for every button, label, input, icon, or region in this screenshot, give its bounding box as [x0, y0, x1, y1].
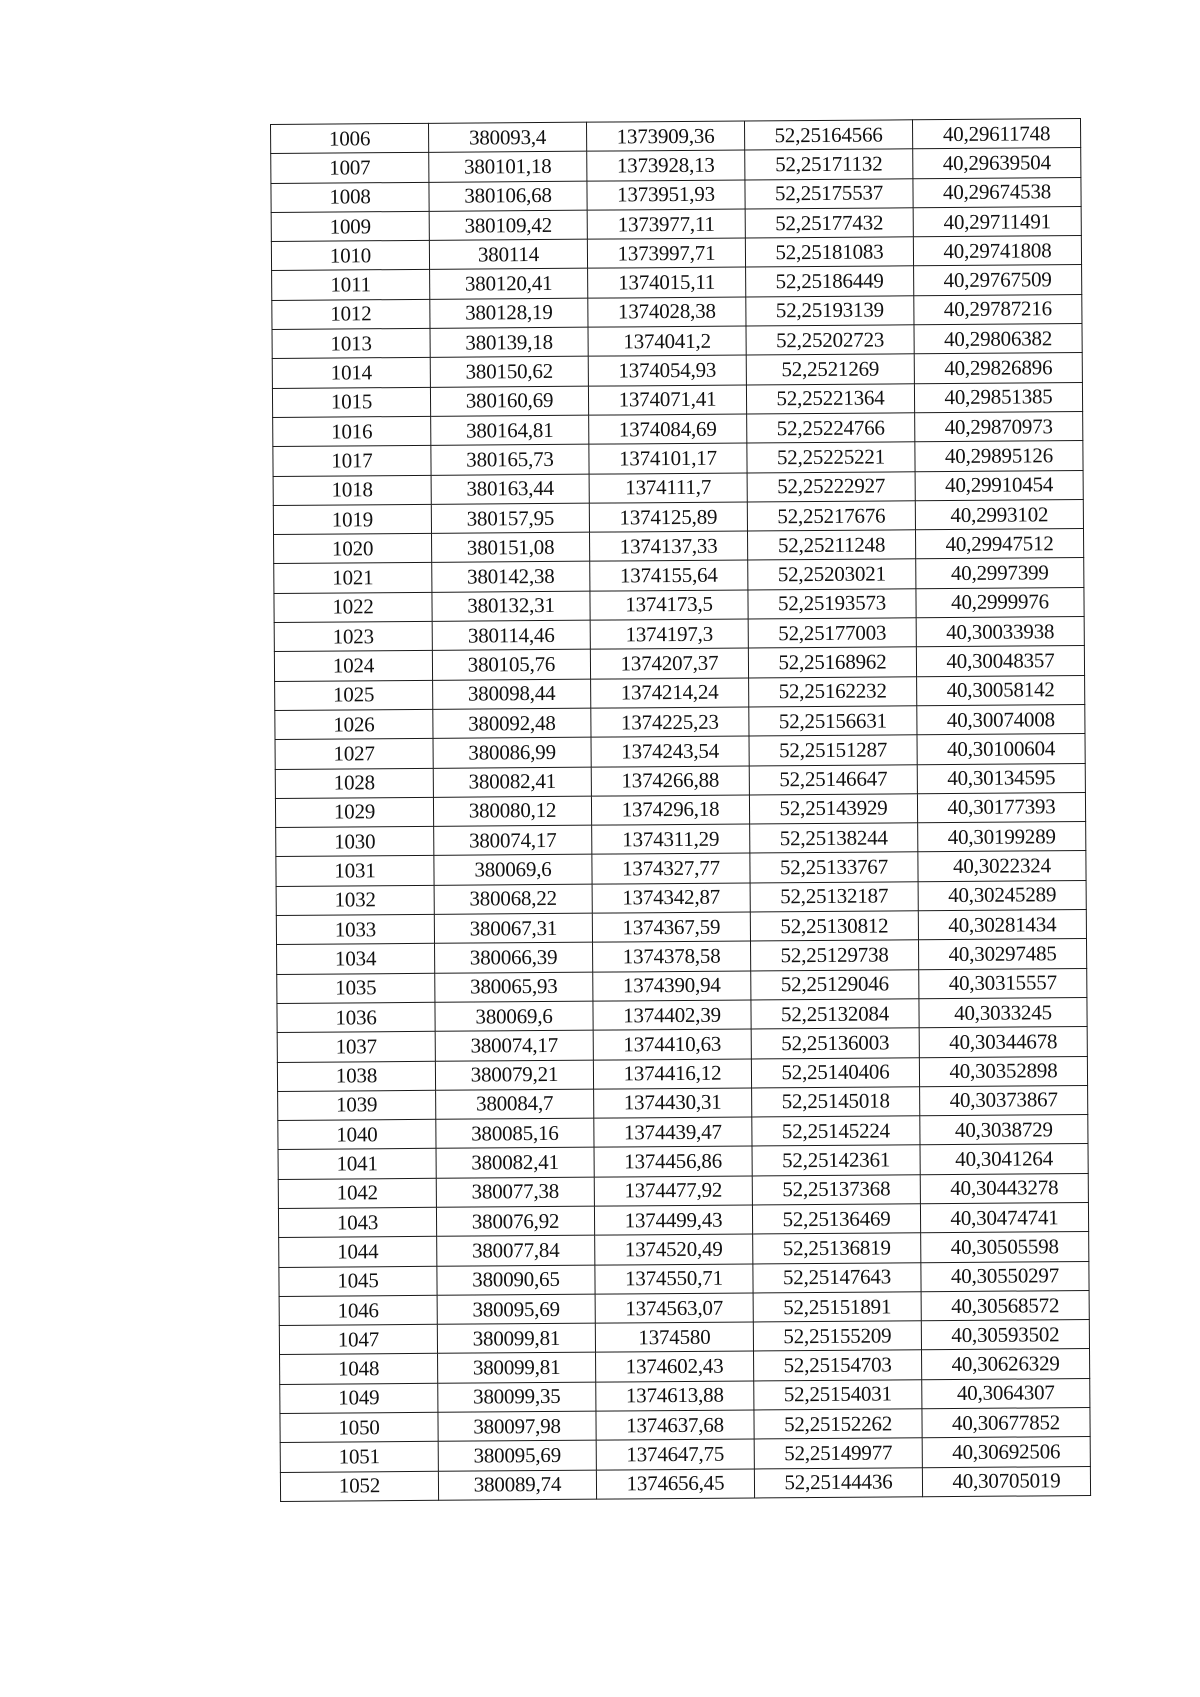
latitude-cell: 52,25145224: [752, 1116, 920, 1147]
latitude-cell: 52,25193139: [746, 296, 914, 327]
point-number-cell: 1034: [277, 944, 435, 974]
y-coordinate-cell: 1374243,54: [591, 736, 749, 766]
x-coordinate-cell: 380095,69: [437, 1294, 595, 1324]
longitude-cell: 40,3038729: [920, 1115, 1088, 1146]
longitude-cell: 40,3033245: [919, 997, 1087, 1028]
x-coordinate-cell: 380139,18: [430, 327, 588, 357]
y-coordinate-cell: 1374111,7: [589, 473, 747, 503]
latitude-cell: 52,25129738: [751, 940, 919, 971]
x-coordinate-cell: 380150,62: [430, 357, 588, 387]
latitude-cell: 52,25217676: [747, 501, 915, 532]
longitude-cell: 40,29870973: [915, 412, 1083, 443]
longitude-cell: 40,30074008: [917, 704, 1085, 735]
longitude-cell: 40,29947512: [915, 529, 1083, 560]
document-page: [270, 118, 1090, 1502]
y-coordinate-cell: 1374520,49: [595, 1234, 753, 1264]
point-number-cell: 1038: [277, 1061, 435, 1091]
y-coordinate-cell: 1374197,3: [590, 619, 748, 649]
longitude-cell: 40,30281434: [918, 910, 1086, 941]
y-coordinate-cell: 1374390,94: [593, 971, 751, 1001]
x-coordinate-cell: 380086,99: [433, 737, 591, 767]
table-row: [280, 1466, 1090, 1501]
x-coordinate-cell: 380095,69: [438, 1441, 596, 1471]
longitude-cell: 40,30550297: [921, 1261, 1089, 1292]
y-coordinate-cell: 1374266,88: [591, 766, 749, 796]
point-number-cell: 1025: [275, 680, 433, 710]
y-coordinate-cell: 1374028,38: [588, 297, 746, 327]
longitude-cell: 40,30344678: [919, 1027, 1087, 1058]
point-number-cell: 1041: [278, 1149, 436, 1179]
x-coordinate-cell: 380164,81: [431, 415, 589, 445]
longitude-cell: 40,29741808: [913, 236, 1081, 267]
x-coordinate-cell: 380132,31: [432, 591, 590, 621]
point-number-cell: 1030: [276, 826, 434, 856]
latitude-cell: 52,25147643: [753, 1262, 921, 1293]
x-coordinate-cell: 380082,41: [436, 1148, 594, 1178]
coordinates-table: [270, 118, 1091, 1502]
longitude-cell: 40,30705019: [922, 1466, 1090, 1497]
latitude-cell: 52,25181083: [745, 237, 913, 268]
y-coordinate-cell: 1374656,45: [596, 1469, 754, 1499]
x-coordinate-cell: 380065,93: [435, 972, 593, 1002]
longitude-cell: 40,29639504: [913, 148, 1081, 179]
latitude-cell: 52,25130812: [750, 911, 918, 942]
x-coordinate-cell: 380085,16: [436, 1118, 594, 1148]
latitude-cell: 52,25175537: [745, 178, 913, 209]
point-number-cell: 1019: [273, 504, 431, 534]
point-number-cell: 1014: [272, 358, 430, 388]
y-coordinate-cell: 1374327,77: [592, 853, 750, 883]
point-number-cell: 1047: [279, 1324, 437, 1354]
y-coordinate-cell: 1374342,87: [592, 883, 750, 913]
x-coordinate-cell: 380089,74: [438, 1470, 596, 1500]
latitude-cell: 52,25151287: [749, 735, 917, 766]
x-coordinate-cell: 380080,12: [433, 796, 591, 826]
y-coordinate-cell: 1374563,07: [595, 1293, 753, 1323]
y-coordinate-cell: 1374137,33: [590, 531, 748, 561]
latitude-cell: 52,25132084: [751, 999, 919, 1030]
longitude-cell: 40,30033938: [916, 617, 1084, 648]
x-coordinate-cell: 380069,6: [434, 855, 592, 885]
latitude-cell: 52,25154031: [754, 1380, 922, 1411]
point-number-cell: 1033: [276, 914, 434, 944]
latitude-cell: 52,25152262: [754, 1409, 922, 1440]
point-number-cell: 1020: [274, 533, 432, 563]
longitude-cell: 40,30245289: [918, 880, 1086, 911]
y-coordinate-cell: 1374214,24: [591, 678, 749, 708]
x-coordinate-cell: 380082,41: [433, 767, 591, 797]
latitude-cell: 52,25221364: [746, 383, 914, 414]
longitude-cell: 40,30505598: [921, 1232, 1089, 1263]
y-coordinate-cell: 1374101,17: [589, 443, 747, 473]
x-coordinate-cell: 380077,38: [436, 1177, 594, 1207]
latitude-cell: 52,25225221: [747, 442, 915, 473]
point-number-cell: 1039: [278, 1090, 436, 1120]
y-coordinate-cell: 1374410,63: [593, 1029, 751, 1059]
point-number-cell: 1048: [280, 1354, 438, 1384]
y-coordinate-cell: 1374311,29: [592, 824, 750, 854]
longitude-cell: 40,3022324: [918, 851, 1086, 882]
x-coordinate-cell: 380076,92: [436, 1206, 594, 1236]
latitude-cell: 52,25222927: [747, 471, 915, 502]
point-number-cell: 1040: [278, 1119, 436, 1149]
x-coordinate-cell: 380069,6: [435, 1001, 593, 1031]
point-number-cell: 1035: [277, 973, 435, 1003]
latitude-cell: 52,25144436: [754, 1467, 922, 1498]
y-coordinate-cell: 1373928,13: [587, 150, 745, 180]
longitude-cell: 40,29674538: [913, 177, 1081, 208]
point-number-cell: 1046: [279, 1295, 437, 1325]
point-number-cell: 1052: [280, 1471, 438, 1501]
point-number-cell: 1043: [278, 1207, 436, 1237]
latitude-cell: 52,25149977: [754, 1438, 922, 1469]
latitude-cell: 52,25136003: [751, 1028, 919, 1059]
point-number-cell: 1017: [273, 446, 431, 476]
latitude-cell: 52,25193573: [748, 589, 916, 620]
x-coordinate-cell: 380079,21: [435, 1060, 593, 1090]
x-coordinate-cell: 380093,4: [428, 122, 586, 152]
point-number-cell: 1023: [274, 621, 432, 651]
point-number-cell: 1037: [277, 1032, 435, 1062]
y-coordinate-cell: 1374613,88: [596, 1381, 754, 1411]
longitude-cell: 40,29787216: [914, 294, 1082, 325]
longitude-cell: 40,30692506: [922, 1437, 1090, 1468]
x-coordinate-cell: 380128,19: [430, 298, 588, 328]
x-coordinate-cell: 380098,44: [433, 679, 591, 709]
y-coordinate-cell: 1374225,23: [591, 707, 749, 737]
longitude-cell: 40,30593502: [921, 1320, 1089, 1351]
longitude-cell: 40,30474741: [920, 1203, 1088, 1234]
latitude-cell: 52,25203021: [748, 559, 916, 590]
x-coordinate-cell: 380114: [429, 239, 587, 269]
y-coordinate-cell: 1374637,68: [596, 1410, 754, 1440]
latitude-cell: 52,25202723: [746, 325, 914, 356]
x-coordinate-cell: 380097,98: [438, 1411, 596, 1441]
latitude-cell: 52,25145018: [752, 1087, 920, 1118]
y-coordinate-cell: 1374456,86: [594, 1146, 752, 1176]
x-coordinate-cell: 380114,46: [432, 620, 590, 650]
y-coordinate-cell: 1374550,71: [595, 1264, 753, 1294]
latitude-cell: 52,25177003: [748, 618, 916, 649]
y-coordinate-cell: 1373977,11: [587, 209, 745, 239]
x-coordinate-cell: 380066,39: [435, 942, 593, 972]
point-number-cell: 1010: [271, 241, 429, 271]
y-coordinate-cell: 1374367,59: [592, 912, 750, 942]
y-coordinate-cell: 1374015,11: [588, 268, 746, 298]
latitude-cell: 52,25162232: [749, 676, 917, 707]
latitude-cell: 52,25186449: [746, 266, 914, 297]
y-coordinate-cell: 1374125,89: [589, 502, 747, 532]
latitude-cell: 52,25224766: [747, 413, 915, 444]
latitude-cell: 52,25140406: [751, 1057, 919, 1088]
longitude-cell: 40,30297485: [918, 939, 1086, 970]
latitude-cell: 52,25138244: [750, 823, 918, 854]
x-coordinate-cell: 380084,7: [436, 1089, 594, 1119]
y-coordinate-cell: 1374054,93: [588, 355, 746, 385]
latitude-cell: 52,25146647: [749, 764, 917, 795]
point-number-cell: 1021: [274, 563, 432, 593]
longitude-cell: 40,29826896: [914, 353, 1082, 384]
longitude-cell: 40,30677852: [922, 1408, 1090, 1439]
y-coordinate-cell: 1374378,58: [593, 941, 751, 971]
x-coordinate-cell: 380109,42: [429, 210, 587, 240]
y-coordinate-cell: 1373909,36: [586, 121, 744, 151]
point-number-cell: 1031: [276, 856, 434, 886]
latitude-cell: 52,25151891: [753, 1292, 921, 1323]
x-coordinate-cell: 380157,95: [431, 503, 589, 533]
longitude-cell: 40,30352898: [919, 1056, 1087, 1087]
y-coordinate-cell: 1374173,5: [590, 590, 748, 620]
latitude-cell: 52,25143929: [749, 794, 917, 825]
point-number-cell: 1027: [275, 739, 433, 769]
x-coordinate-cell: 380099,81: [437, 1323, 595, 1353]
longitude-cell: 40,30373867: [920, 1085, 1088, 1116]
y-coordinate-cell: 1373951,93: [587, 180, 745, 210]
latitude-cell: 52,25164566: [744, 120, 912, 151]
x-coordinate-cell: 380077,84: [437, 1235, 595, 1265]
x-coordinate-cell: 380092,48: [433, 708, 591, 738]
latitude-cell: 52,25168962: [748, 647, 916, 678]
x-coordinate-cell: 380106,68: [429, 181, 587, 211]
point-number-cell: 1013: [272, 328, 430, 358]
point-number-cell: 1051: [280, 1442, 438, 1472]
point-number-cell: 1042: [278, 1178, 436, 1208]
y-coordinate-cell: 1374580: [595, 1322, 753, 1352]
x-coordinate-cell: 380099,35: [438, 1382, 596, 1412]
x-coordinate-cell: 380165,73: [431, 444, 589, 474]
x-coordinate-cell: 380090,65: [437, 1265, 595, 1295]
longitude-cell: 40,30443278: [920, 1173, 1088, 1204]
x-coordinate-cell: 380074,17: [434, 825, 592, 855]
point-number-cell: 1011: [272, 270, 430, 300]
longitude-cell: 40,29851385: [914, 382, 1082, 413]
longitude-cell: 40,2993102: [915, 499, 1083, 530]
point-number-cell: 1022: [274, 592, 432, 622]
latitude-cell: 52,25211248: [747, 530, 915, 561]
x-coordinate-cell: 380074,17: [435, 1030, 593, 1060]
latitude-cell: 52,25155209: [753, 1321, 921, 1352]
x-coordinate-cell: 380151,08: [432, 532, 590, 562]
latitude-cell: 52,25132187: [750, 881, 918, 912]
latitude-cell: 52,25133767: [750, 852, 918, 883]
x-coordinate-cell: 380160,69: [430, 386, 588, 416]
longitude-cell: 40,30626329: [922, 1349, 1090, 1380]
latitude-cell: 52,25142361: [752, 1145, 920, 1176]
x-coordinate-cell: 380120,41: [430, 269, 588, 299]
longitude-cell: 40,30315557: [919, 968, 1087, 999]
y-coordinate-cell: 1374155,64: [590, 560, 748, 590]
x-coordinate-cell: 380163,44: [431, 474, 589, 504]
y-coordinate-cell: 1374430,31: [594, 1088, 752, 1118]
longitude-cell: 40,3041264: [920, 1144, 1088, 1175]
y-coordinate-cell: 1374602,43: [596, 1351, 754, 1381]
y-coordinate-cell: 1373997,71: [587, 238, 745, 268]
point-number-cell: 1044: [279, 1237, 437, 1267]
y-coordinate-cell: 1374296,18: [591, 795, 749, 825]
point-number-cell: 1007: [271, 153, 429, 183]
x-coordinate-cell: 380101,18: [429, 151, 587, 181]
longitude-cell: 40,29806382: [914, 324, 1082, 355]
y-coordinate-cell: 1374416,12: [593, 1058, 751, 1088]
longitude-cell: 40,29711491: [913, 206, 1081, 237]
point-number-cell: 1032: [276, 885, 434, 915]
x-coordinate-cell: 380068,22: [434, 884, 592, 914]
y-coordinate-cell: 1374041,2: [588, 326, 746, 356]
point-number-cell: 1015: [272, 387, 430, 417]
longitude-cell: 40,30568572: [921, 1290, 1089, 1321]
point-number-cell: 1009: [271, 211, 429, 241]
point-number-cell: 1028: [275, 768, 433, 798]
y-coordinate-cell: 1374207,37: [590, 648, 748, 678]
longitude-cell: 40,29767509: [914, 265, 1082, 296]
latitude-cell: 52,25136469: [752, 1204, 920, 1235]
longitude-cell: 40,2997399: [916, 558, 1084, 589]
point-number-cell: 1008: [271, 182, 429, 212]
longitude-cell: 40,29910454: [915, 470, 1083, 501]
longitude-cell: 40,30134595: [917, 763, 1085, 794]
x-coordinate-cell: 380099,81: [438, 1353, 596, 1383]
y-coordinate-cell: 1374071,41: [588, 385, 746, 415]
point-number-cell: 1026: [275, 709, 433, 739]
latitude-cell: 52,25177432: [745, 208, 913, 239]
point-number-cell: 1036: [277, 1002, 435, 1032]
x-coordinate-cell: 380067,31: [434, 913, 592, 943]
longitude-cell: 40,29611748: [912, 119, 1080, 150]
y-coordinate-cell: 1374647,75: [596, 1439, 754, 1469]
point-number-cell: 1029: [275, 797, 433, 827]
latitude-cell: 52,25156631: [749, 706, 917, 737]
y-coordinate-cell: 1374439,47: [594, 1117, 752, 1147]
longitude-cell: 40,2999976: [916, 587, 1084, 618]
longitude-cell: 40,30048357: [916, 646, 1084, 677]
point-number-cell: 1006: [271, 123, 429, 153]
longitude-cell: 40,3064307: [922, 1378, 1090, 1409]
latitude-cell: 52,25136819: [753, 1233, 921, 1264]
longitude-cell: 40,30199289: [918, 822, 1086, 853]
longitude-cell: 40,30058142: [917, 675, 1085, 706]
longitude-cell: 40,30100604: [917, 734, 1085, 765]
latitude-cell: 52,25129046: [751, 969, 919, 1000]
point-number-cell: 1012: [272, 299, 430, 329]
point-number-cell: 1016: [273, 416, 431, 446]
y-coordinate-cell: 1374499,43: [594, 1205, 752, 1235]
coordinates-table-body: [271, 119, 1091, 1502]
y-coordinate-cell: 1374402,39: [593, 1000, 751, 1030]
latitude-cell: 52,25171132: [745, 149, 913, 180]
latitude-cell: 52,2521269: [746, 354, 914, 385]
y-coordinate-cell: 1374477,92: [594, 1176, 752, 1206]
point-number-cell: 1045: [279, 1266, 437, 1296]
longitude-cell: 40,30177393: [917, 792, 1085, 823]
x-coordinate-cell: 380142,38: [432, 562, 590, 592]
x-coordinate-cell: 380105,76: [432, 650, 590, 680]
point-number-cell: 1018: [273, 475, 431, 505]
latitude-cell: 52,25137368: [752, 1174, 920, 1205]
point-number-cell: 1024: [274, 651, 432, 681]
point-number-cell: 1050: [280, 1412, 438, 1442]
y-coordinate-cell: 1374084,69: [589, 414, 747, 444]
latitude-cell: 52,25154703: [754, 1350, 922, 1381]
longitude-cell: 40,29895126: [915, 441, 1083, 472]
point-number-cell: 1049: [280, 1383, 438, 1413]
